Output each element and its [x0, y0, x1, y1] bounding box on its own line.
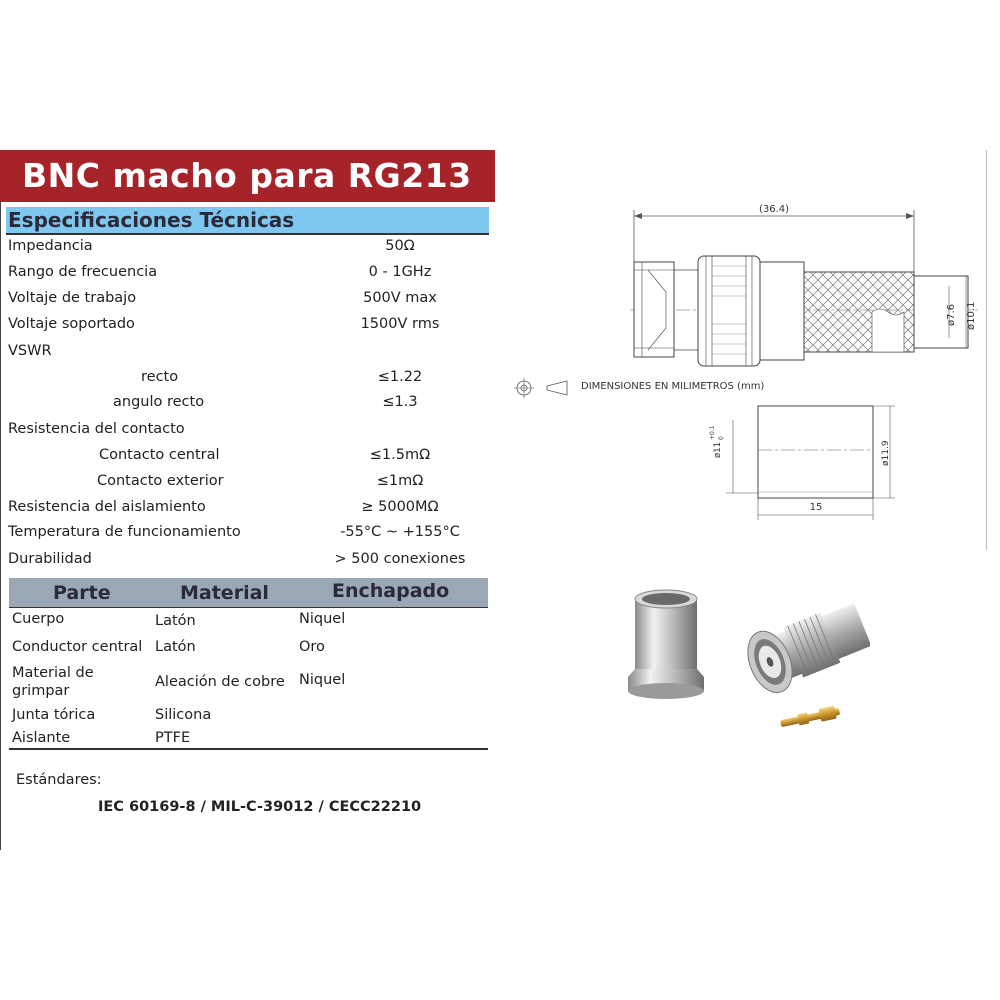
material-material: Latón [155, 613, 196, 629]
ferrule-dimension-drawing [700, 398, 900, 523]
spec-value: 0 - 1GHz [368, 264, 432, 280]
material-part: Junta tórica [12, 707, 96, 723]
material-material: PTFE [155, 730, 191, 746]
spec-row [0, 259, 490, 285]
spec-row [0, 494, 490, 520]
spec-row [0, 519, 490, 545]
connector-product-photo [620, 585, 870, 735]
spec-value: ≤1.22 [377, 369, 423, 385]
spec-row [0, 442, 490, 468]
material-plating: Niquel [299, 672, 346, 688]
material-material: Latón [155, 639, 196, 655]
specs-heading: Especificaciones Técnicas [8, 208, 295, 232]
spec-row [0, 338, 490, 364]
spec-label: Rango de frecuencia [8, 264, 158, 280]
ferrule-tolerance-lower: 0 [718, 436, 725, 440]
material-plating: Niquel [299, 611, 346, 627]
material-part: Cuerpo [12, 611, 65, 627]
spec-label: Temperatura de funcionamiento [8, 524, 241, 540]
spec-row [0, 285, 490, 311]
connector-dimension-drawing [628, 200, 980, 375]
material-part: Material de grimpar [12, 665, 94, 699]
spec-label: angulo recto [113, 394, 205, 410]
spec-value: > 500 conexiones [334, 551, 466, 567]
material-part: Aislante [12, 730, 71, 746]
spec-row [0, 364, 490, 390]
material-plating: Oro [299, 639, 325, 655]
outer-diameter-dimension: ø10.1 [966, 301, 977, 330]
materials-header-part: Parte [53, 582, 111, 604]
page-title: BNC macho para RG213 [22, 156, 472, 195]
spec-row [0, 233, 490, 259]
materials-bottom-rule [9, 748, 488, 750]
spec-row [0, 311, 490, 337]
spec-label: recto [141, 369, 179, 385]
standards-value: IEC 60169-8 / MIL-C-39012 / CECC22210 [98, 799, 422, 815]
spec-value: -55°C ~ +155°C [340, 524, 460, 540]
materials-header-plating: Enchapado [332, 580, 450, 602]
spec-value: ≤1.5mΩ [369, 447, 431, 463]
spec-label: Contacto exterior [97, 473, 224, 489]
material-part: Conductor central [12, 639, 143, 655]
spec-row [0, 389, 490, 415]
spec-label: VSWR [8, 343, 52, 359]
material-material: Aleación de cobre [155, 674, 285, 690]
right-border [986, 150, 987, 550]
materials-header-material: Material [180, 582, 269, 604]
ferrule-tolerance-upper: +0.1 [709, 425, 716, 440]
spec-label: Impedancia [8, 238, 93, 254]
spec-value: ≤1mΩ [376, 473, 424, 489]
ferrule-outer-diameter: ø11.9 [881, 440, 891, 466]
ferrule-length: 15 [809, 502, 823, 513]
spec-label: Voltaje de trabajo [8, 290, 137, 306]
spec-label: Contacto central [99, 447, 220, 463]
spec-value: 50Ω [385, 238, 415, 254]
material-material: Silicona [155, 707, 212, 723]
spec-value: ≥ 5000MΩ [361, 499, 439, 515]
length-dimension: (36.4) [758, 204, 790, 215]
spec-value: ≤1.3 [382, 394, 418, 410]
spec-label: Voltaje soportado [8, 316, 135, 332]
ferrule-inner-diameter: ø11 [713, 441, 723, 458]
spec-value: 500V max [363, 290, 437, 306]
spec-value: 1500V rms [360, 316, 440, 332]
spec-label: Resistencia del aislamiento [8, 499, 206, 515]
projection-symbol-icon [513, 377, 573, 399]
spec-row [0, 416, 490, 442]
inner-diameter-dimension: ø7.6 [946, 303, 957, 326]
spec-label: Resistencia del contacto [8, 421, 185, 437]
spec-row [0, 546, 490, 572]
standards-label: Estándares: [16, 772, 102, 788]
spec-label: Durabilidad [8, 551, 92, 567]
materials-header-rule [9, 607, 488, 608]
dimensions-note: DIMENSIONES EN MILIMETROS (mm) [581, 381, 765, 392]
spec-row [0, 468, 490, 494]
